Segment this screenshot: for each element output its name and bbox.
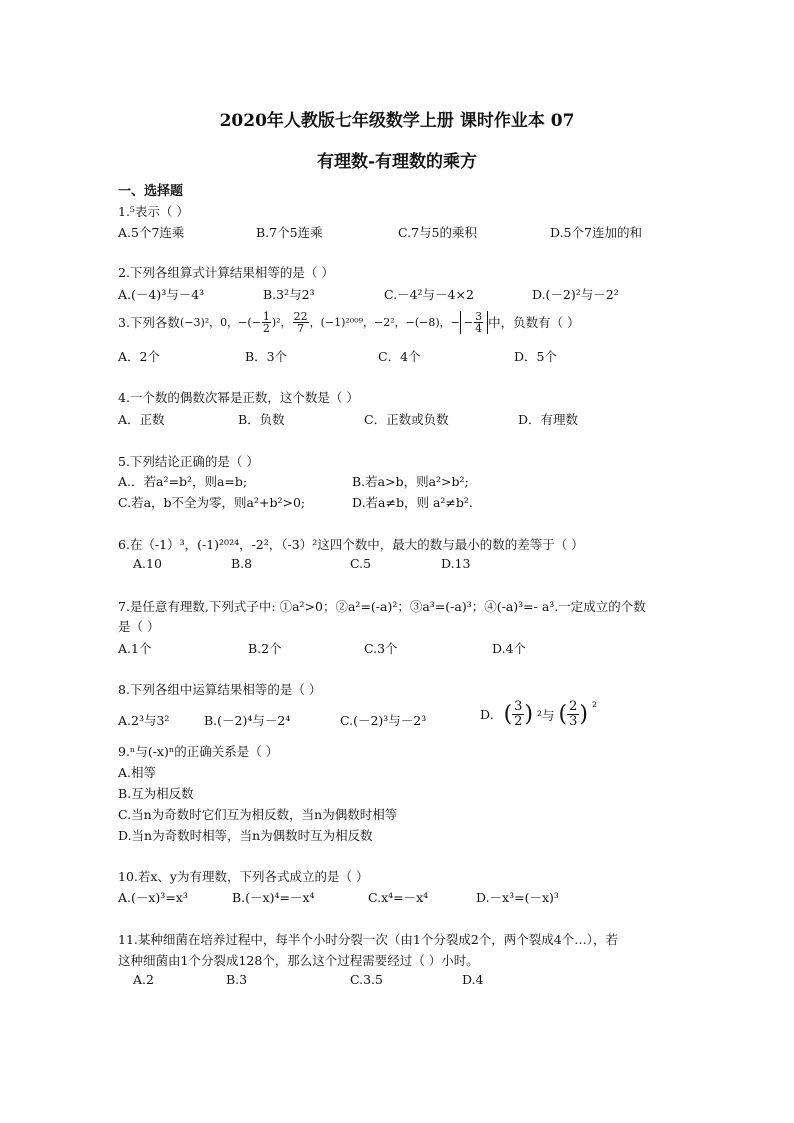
q10-option-c: C.x⁴=－x⁴ (368, 890, 429, 905)
q3-absolute-value (460, 311, 488, 334)
q4-option-a: A．正数 (118, 412, 165, 427)
q3-fraction-3-4 (474, 311, 483, 334)
q3-fraction-22-7-denominator: 7 (297, 321, 305, 335)
q3-fraction-half-numerator: 1 (262, 309, 270, 323)
q9-option-b: B.互为相反数 (118, 786, 194, 801)
q2-stem: 2.下列各组算式计算结果相等的是（ ） (118, 265, 334, 280)
q8-fraction-2-3-numerator: 2 (569, 699, 578, 714)
q3-option-b: B．3个 (245, 349, 288, 364)
q1-option-a: A.5个7连乘 (118, 225, 185, 240)
q7-option-b: B.2个 (248, 641, 282, 656)
q5-stem: 5.下列结论正确的是（ ） (118, 454, 259, 469)
q10-stem: 10.若x、y为有理数，下列各式成立的是（ ） (118, 869, 369, 884)
q10-option-a: A.(－x)³=x³ (118, 890, 188, 905)
q4-option-b: B．负数 (238, 412, 285, 427)
q8-option-a: A.2³与3² (118, 713, 170, 728)
q9-option-c: C.当n为奇数时它们互为相反数，当n为偶数时相等 (118, 807, 398, 822)
worksheet-title: 2020年人教版七年级数学上册 课时作业本 07 (219, 111, 575, 131)
q3-suffix: 中，负数有（ ） (488, 315, 580, 330)
q3-option-d: D．5个 (514, 349, 557, 364)
q10-option-b: B.(－x)⁴=－x⁴ (232, 890, 315, 905)
q7-stem-continued: 是（ ） (118, 619, 160, 634)
q8-option-c: C.(－2)³与－2³ (340, 713, 427, 728)
q8-paren-close-1: ) (524, 702, 534, 727)
q4-option-c: C．正数或负数 (364, 412, 449, 427)
q8-fraction-3-2 (512, 700, 524, 729)
q8-fraction-2-3 (567, 700, 579, 729)
q8-option-d-middle: ²与 (537, 707, 555, 723)
q3-fraction-22-7-numerator: 22 (293, 309, 308, 323)
q9-stem: 9.ⁿ与(-x)ⁿ的正确关系是（ ） (118, 744, 279, 759)
q3-fraction-half-denominator: 2 (262, 321, 270, 335)
q8-option-d-label: D. (480, 707, 494, 722)
q11-option-a: A.2 (133, 972, 154, 987)
q1-option-d: D.5个7连加的和 (550, 225, 642, 240)
q8-paren-open-1: ( (503, 702, 513, 727)
q11-stem-continued: 这种细菌由1个分裂成128个，那么这个过程需要经过（ ）小时。 (118, 953, 479, 968)
q3-stem (118, 306, 580, 338)
q3-fraction-half (262, 311, 271, 334)
q5-option-b: B.若a>b，则a²>b²; (352, 474, 469, 489)
q3-abs-minus: − (463, 315, 474, 329)
q2-option-a: A.(－4)³与－4³ (118, 287, 205, 302)
q8-fraction-2-3-denominator: 3 (569, 714, 578, 729)
q1-stem: 1.⁵表示（ ） (118, 204, 189, 219)
q11-option-b: B.3 (226, 972, 248, 987)
q1-option-c: C.7与5的乘积 (398, 225, 477, 240)
q11-stem: 11.某种细菌在培养过程中，每半个小时分裂一次（由1个分裂成2个，两个裂成4个…），若 (118, 932, 618, 947)
q3-option-c: C．4个 (378, 349, 421, 364)
q3-math-part1: (−3)²，0，−(− (179, 316, 261, 329)
q5-option-a: A.．若a²=b²，则a=b; (118, 474, 248, 489)
q11-option-d: D.4 (462, 972, 484, 987)
q6-option-a: A.10 (133, 556, 162, 571)
q8-paren-close-2: ) (579, 702, 589, 727)
q8-option-d-exponent: ² (592, 699, 598, 714)
q8-stem: 8.下列各组中运算结果相等的是（ ） (118, 682, 322, 697)
q4-stem: 4.一个数的偶数次幂是正数，这个数是（ ） (118, 390, 359, 405)
q3-fraction-22-7 (293, 311, 309, 334)
q11-option-c: C.3.5 (350, 972, 383, 987)
q8-fraction-3-2-numerator: 3 (514, 699, 523, 714)
q3-math-part2: )²， (271, 316, 292, 329)
q1-option-b: B.7个5连乘 (256, 225, 323, 240)
q3-prefix: 3.下列各数 (118, 315, 180, 330)
q9-option-d: D.当n为奇数时相等，当n为偶数时互为相反数 (118, 828, 373, 843)
q7-stem: 7.是任意有理数,下列式子中: ①a²>0；②a²=(-a)²；③a³=(-a)³；④(-a)³=- a³.一定成立的个数 (118, 599, 646, 614)
q6-option-d: D.13 (441, 556, 471, 571)
q8-paren-open-2: ( (558, 702, 568, 727)
q10-option-d: D.－x³=(－x)³ (476, 890, 559, 905)
q8-fraction-3-2-denominator: 2 (514, 714, 523, 729)
q6-option-c: C.5 (350, 556, 372, 571)
q9-option-a: A.相等 (118, 765, 157, 780)
q4-option-d: D．有理数 (518, 412, 579, 427)
q2-option-c: C.－4²与－4×2 (384, 287, 474, 302)
q6-stem: 6.在（-1）³，(-1)²⁰²⁴，-2²，（-3）²这四个数中，最大的数与最小的数的差等于（ ） (118, 537, 584, 552)
q8-option-b: B.(－2)⁴与－2⁴ (204, 713, 291, 728)
q7-option-d: D.4个 (492, 641, 527, 656)
worksheet-subtitle: 有理数-有理数的乘方 (316, 152, 478, 172)
q5-option-c: C.若a，b不全为零，则a²+b²>0; (118, 495, 306, 510)
q7-option-a: A.1个 (118, 641, 152, 656)
q3-math-part3: ，(−1)²⁰⁰⁹，−2²，−(−8)，− (309, 316, 460, 329)
q6-option-b: B.8 (231, 556, 253, 571)
q2-option-d: D.(－2)²与－2² (532, 287, 619, 302)
q5-option-d: D.若a≠b，则 a²≠b². (352, 495, 473, 510)
q3-fraction-3-4-denominator: 4 (475, 321, 483, 335)
section-heading: 一、选择题 (118, 184, 184, 199)
q3-option-a: A．2个 (118, 349, 160, 364)
q3-fraction-3-4-numerator: 3 (475, 309, 483, 323)
q7-option-c: C.3个 (364, 641, 398, 656)
q8-option-d (480, 700, 597, 729)
q2-option-b: B.3²与2³ (263, 287, 315, 302)
